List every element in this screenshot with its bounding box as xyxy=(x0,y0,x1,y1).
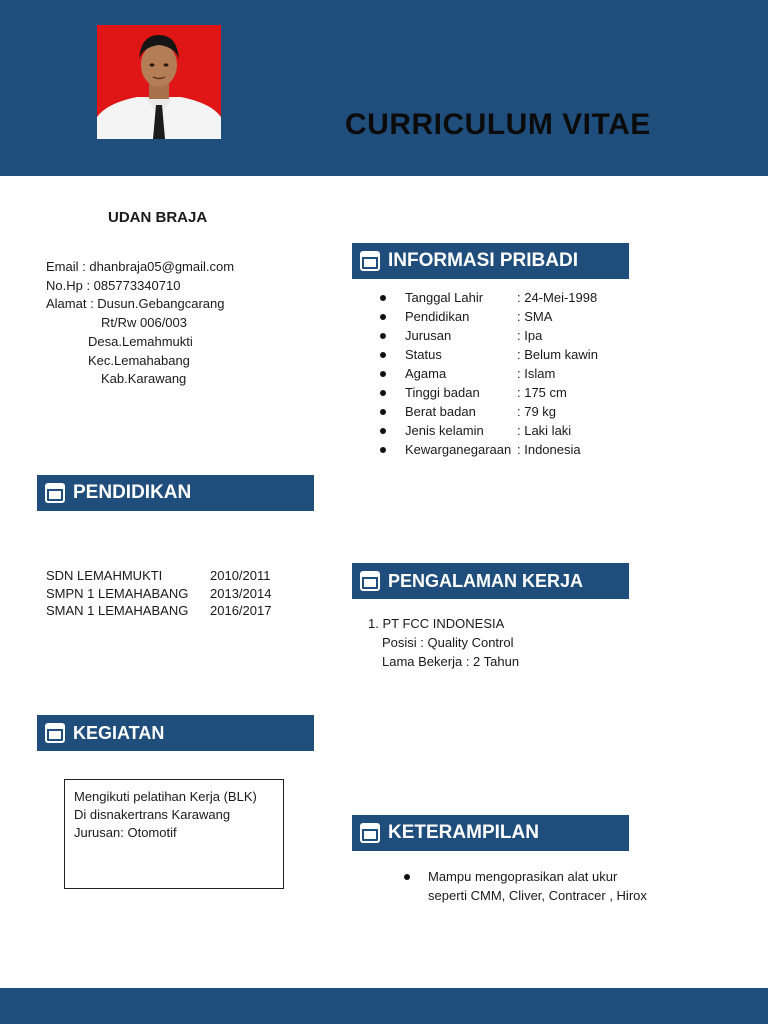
section-header-keterampilan xyxy=(352,815,629,851)
activity-box xyxy=(64,779,284,889)
list-item xyxy=(404,868,647,905)
list-item xyxy=(380,440,598,459)
section-header-pendidikan xyxy=(37,475,314,511)
list-item xyxy=(380,402,598,421)
info-value: : Ipa xyxy=(517,328,543,343)
bullet-icon xyxy=(380,333,386,339)
section-title: KEGIATAN xyxy=(73,722,165,743)
info-label: Jurusan xyxy=(405,328,452,343)
school-years: 2013/2014 xyxy=(210,585,272,601)
window-icon xyxy=(45,483,65,503)
school-years: 2010/2011 xyxy=(210,568,271,584)
bullet-icon xyxy=(380,428,386,434)
info-value: : Laki laki xyxy=(517,423,572,438)
section-title: PENDIDIKAN xyxy=(73,482,192,503)
section-header-kegiatan xyxy=(37,715,314,751)
activity-line: Mengikuti pelatihan Kerja (BLK) xyxy=(74,789,257,804)
info-value: : Indonesia xyxy=(517,442,581,457)
profile-photo xyxy=(97,25,221,139)
email-line: Email : dhanbraja05@gmail.com xyxy=(46,259,235,274)
info-value: : Islam xyxy=(517,366,556,381)
page-title: CURRICULUM VITAE xyxy=(345,108,651,141)
education-list xyxy=(46,567,271,620)
window-icon xyxy=(360,251,380,271)
list-item xyxy=(380,383,598,402)
info-label: Tinggi badan xyxy=(405,385,480,400)
phone-line: No.Hp : 085773340710 xyxy=(46,277,181,293)
info-label: Jenis kelamin xyxy=(405,423,484,438)
bullet-icon xyxy=(380,447,386,453)
info-label: Status xyxy=(405,347,442,362)
personal-info-list xyxy=(380,288,598,459)
list-item xyxy=(380,288,598,307)
skill-line: Mampu mengoprasikan alat ukur xyxy=(428,869,618,884)
footer-band xyxy=(0,988,768,1024)
info-value: : Belum kawin xyxy=(517,347,598,362)
list-item xyxy=(380,345,598,364)
activity-line: Di disnakertrans Karawang xyxy=(74,807,231,822)
work-experience xyxy=(368,614,519,671)
window-icon xyxy=(360,571,380,591)
info-label: Kewarganegaraan xyxy=(405,442,512,457)
school-name: SDN LEMAHMUKTI xyxy=(46,568,163,584)
address-line: Alamat : Dusun.Gebangcarang xyxy=(46,296,225,312)
info-label: Agama xyxy=(405,366,447,381)
list-item xyxy=(46,585,271,603)
list-item xyxy=(380,307,598,326)
info-value: : SMA xyxy=(517,309,553,324)
bullet-icon xyxy=(380,314,386,320)
school-years: 2016/2017 xyxy=(210,603,272,619)
list-item xyxy=(380,364,598,383)
list-item xyxy=(380,326,598,345)
school-name: SMAN 1 LEMAHABANG xyxy=(46,603,189,619)
section-title: PENGALAMAN KERJA xyxy=(388,570,584,591)
section-title: INFORMASI PRIBADI xyxy=(388,250,578,271)
info-label: Berat badan xyxy=(405,404,476,419)
section-header-pengalaman-kerja xyxy=(352,563,629,599)
section-header-informasi-pribadi xyxy=(352,243,629,279)
company-name: 1. PT FCC INDONESIA xyxy=(368,616,505,631)
bullet-icon xyxy=(380,390,386,396)
bullet-icon xyxy=(380,371,386,377)
skill-line: seperti CMM, Cliver, Contracer , Hirox xyxy=(428,887,647,903)
bullet-icon xyxy=(380,295,386,301)
address-line: Kab.Karawang xyxy=(101,371,187,387)
job-position: Posisi : Quality Control xyxy=(382,635,514,650)
address-line: Rt/Rw 006/003 xyxy=(101,315,187,331)
activity-line: Jurusan: Otomotif xyxy=(74,825,177,840)
address-line: Desa.Lemahmukti xyxy=(88,333,193,349)
skills-list xyxy=(404,868,647,905)
list-item xyxy=(380,421,598,440)
address-line: Kec.Lemahabang xyxy=(88,352,190,368)
list-item xyxy=(46,567,271,585)
contact-block xyxy=(46,258,234,389)
window-icon xyxy=(45,723,65,743)
info-value: : 175 cm xyxy=(517,385,567,400)
candidate-name: UDAN BRAJA xyxy=(108,209,208,226)
bullet-icon xyxy=(404,874,410,880)
window-icon xyxy=(360,823,380,843)
info-label: Pendidikan xyxy=(405,309,470,324)
info-value: : 79 kg xyxy=(517,404,557,419)
job-duration: Lama Bekerja : 2 Tahun xyxy=(382,654,520,669)
school-name: SMPN 1 LEMAHABANG xyxy=(46,585,189,601)
info-label: Tanggal Lahir xyxy=(405,290,484,305)
info-value: : 24-Mei-1998 xyxy=(517,290,598,305)
section-title: KETERAMPILAN xyxy=(388,822,539,843)
bullet-icon xyxy=(380,352,386,358)
list-item xyxy=(46,602,271,620)
bullet-icon xyxy=(380,409,386,415)
